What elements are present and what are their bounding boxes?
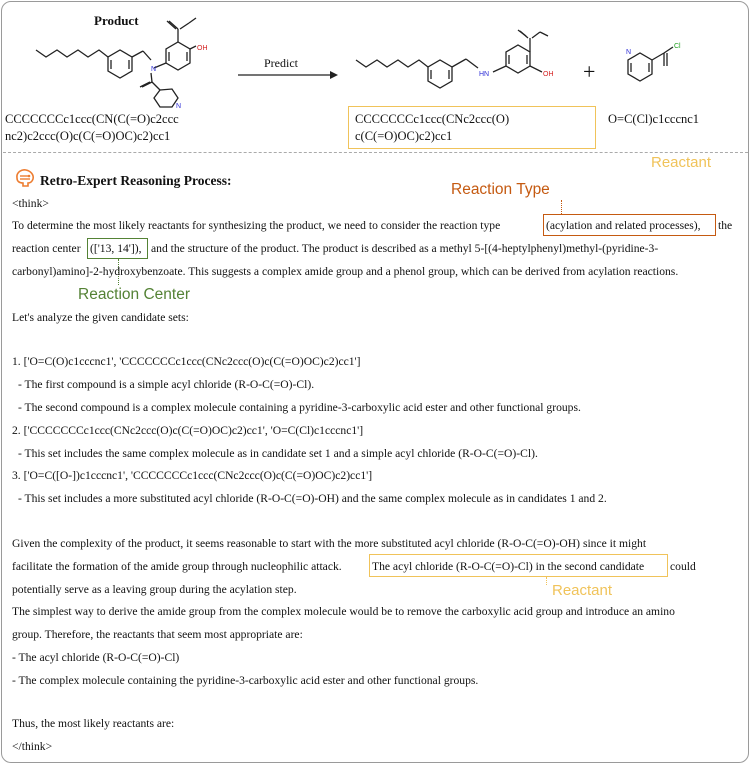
product-smiles-line1: CCCCCCCc1ccc(CN(C(=O)c2ccc [5, 112, 179, 126]
reactant-tag-top: Reactant [651, 154, 712, 171]
reactant2-structure [0, 0, 700, 115]
candidate-2: 2. ['CCCCCCCc1ccc(CNc2ccc(O)c(C(=O)OC)c2)cc1', 'O=C(Cl)c1cccnc1'] [12, 424, 364, 437]
reactant1-atom-oh: OH [543, 71, 554, 78]
reactant1-smiles-line2: c(C(=O)OC)c2)cc1 [355, 129, 453, 143]
product-atom-oh: OH [197, 45, 208, 52]
reactant2-atom-cl: Cl [674, 43, 681, 50]
given-line2-boxed: The acyl chloride (R-O-C(=O)-Cl) in the second candidate [372, 560, 645, 573]
plus-sign: + [583, 59, 596, 84]
reactant-item-1: - The acyl chloride (R-O-C(=O)-Cl) [12, 651, 180, 664]
predict-label: Predict [264, 56, 298, 70]
candidate-1: 1. ['O=C(O)c1cccnc1', 'CCCCCCCc1ccc(CNc2ccc(O)c(C(=O)OC)c2)cc1'] [12, 355, 361, 368]
candidate-3-note-a: - This set includes a more substituted acyl chloride (R-O-C(=O)-OH) and the same complex molecule as in candidates 1 and 2. [18, 492, 607, 505]
reactant1-atom-hn: HN [479, 71, 490, 78]
reactant1-smiles-line1: CCCCCCCc1ccc(CNc2ccc(O) [355, 112, 510, 126]
thus-line: Thus, the most likely reactants are: [12, 717, 175, 730]
candidate-1-note-b: - The second compound is a complex molecule containing a pyridine-3-carboxylic acid ester and other functional groups. [18, 401, 581, 414]
given-line1: Given the complexity of the product, it seems reasonable to start with the more substituted acyl chloride (R-O-C(=O)-OH) since it might [12, 537, 647, 550]
candidate-3: 3. ['O=C([O-])c1cccnc1', 'CCCCCCCc1ccc(CNc2ccc(O)c(C(=O)OC)c2)cc1'] [12, 469, 373, 482]
p1-line3: carbonyl)amino]-2-hydroxybenzoate. This suggests a complex amide group and a phenol group, which can be derived from acylation reactions. [12, 265, 679, 278]
reactant-item-2: - The complex molecule containing the pyridine-3-carboxylic acid ester and other functional groups. [12, 674, 479, 687]
think-close: </think> [12, 740, 53, 753]
product-title: Product [94, 13, 139, 28]
reaction-type-connector [561, 200, 562, 214]
reactant2-smiles: O=C(Cl)c1cccnc1 [608, 112, 700, 126]
simplest-line2: group. Therefore, the reactants that seem most appropriate are: [12, 628, 303, 641]
reaction-type-label: Reaction Type [451, 181, 550, 198]
analyze-line: Let's analyze the given candidate sets: [12, 311, 189, 324]
p1-line2-post: and the structure of the product. The product is described as a methyl 5-[(4-heptylphenyl)methyl-(pyridine-3- [151, 242, 659, 255]
product-smiles-line2: nc2)c2ccc(O)c(C(=O)OC)c2)cc1 [5, 129, 171, 143]
reasoning-title: Retro-Expert Reasoning Process: [40, 173, 232, 188]
section-divider [3, 152, 748, 153]
simplest-line1: The simplest way to derive the amide group from the complex molecule would be to remove the carboxylic acid group and introduce an amino [12, 605, 675, 618]
candidate-1-note-a: - The first compound is a simple acyl chloride (R-O-C(=O)-Cl). [18, 378, 315, 391]
product-atom-n-ring: N [176, 103, 182, 110]
p1-line2-pre: reaction center [12, 242, 81, 255]
p1-line1-boxed: (acylation and related processes), [546, 219, 701, 232]
p1-line1-post: the [718, 219, 733, 232]
given-line2-pre: facilitate the formation of the amide group through nucleophilic attack. [12, 560, 342, 573]
reaction-center-label: Reaction Center [78, 286, 191, 303]
reactant2-atom-n: N [626, 49, 632, 56]
brain-icon [14, 168, 36, 188]
candidate-2-note-a: - This set includes the same complex molecule as in candidate set 1 and a simple acyl chloride (R-O-C(=O)-Cl). [18, 447, 538, 460]
product-atom-n: N [151, 66, 157, 73]
reactant-connector [546, 577, 547, 585]
think-open: <think> [12, 197, 49, 210]
given-line3: potentially serve as a leaving group during the acylation step. [12, 583, 297, 596]
given-line2-post: could [670, 560, 696, 573]
reactant-tag-bottom: Reactant [552, 582, 613, 599]
p1-line1-pre: To determine the most likely reactants for synthesizing the product, we need to consider the reaction type [12, 219, 501, 232]
p1-line2-boxed: (['13, 14']), [90, 242, 142, 255]
